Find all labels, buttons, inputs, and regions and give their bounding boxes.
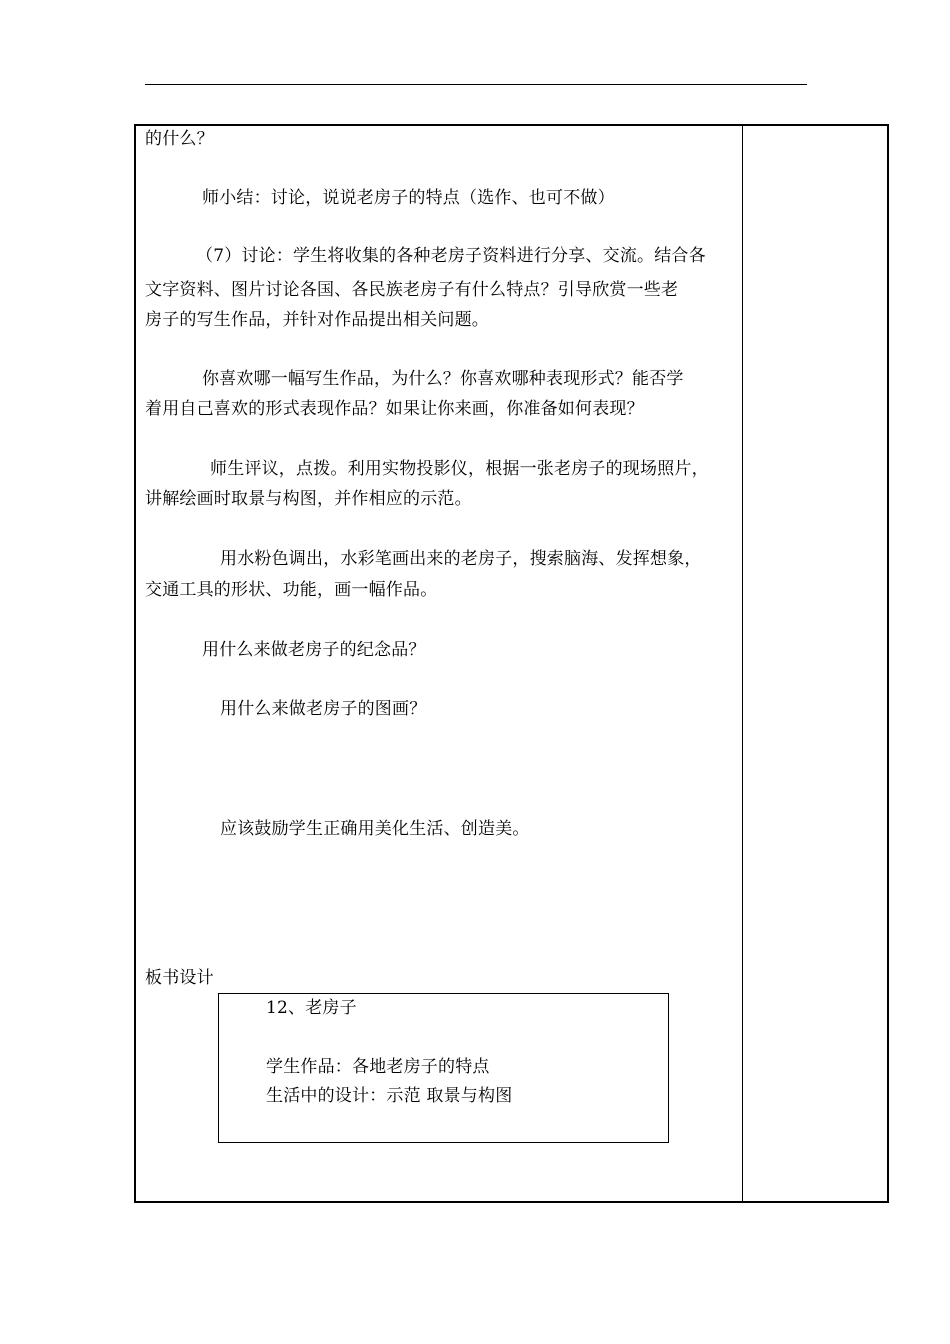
table-column-divider [742,124,743,1203]
paragraph-text: 用什么来做老房子的图画？ [220,699,427,719]
paragraph-text: 师生评议，点拨。利用实物投影仪，根据一张老房子的现场照片， [210,459,709,479]
paragraph-text: 你喜欢哪一幅写生作品，为什么？你喜欢哪种表现形式？能否学 [202,369,684,389]
header-rule [145,84,807,85]
paragraph-text: 应该鼓励学生正确用美化生活、创造美。 [220,819,530,839]
paragraph-text: 用什么来做老房子的纪念品？ [202,640,426,660]
paragraph-text: 着用自己喜欢的形式表现作品？如果让你来画，你准备如何表现？ [145,399,644,419]
paragraph-text: 讲解绘画时取景与构图，并作相应的示范。 [145,489,472,509]
paragraph-text: 用水粉色调出，水彩笔画出来的老房子，搜索脑海、发挥想象， [220,549,702,569]
board-line: 生活中的设计：示范 取景与构图 [266,1086,513,1106]
board-design-heading: 板书设计 [145,968,214,988]
paragraph-text: 师小结：讨论，说说老房子的特点（选作、也可不做） [202,188,615,208]
paragraph-text: 房子的写生作品，并针对作品提出相关问题。 [145,310,489,330]
paragraph-text: 的什么？ [145,129,214,149]
paragraph-text: 文字资料、图片讨论各国、各民族老房子有什么特点？引导欣赏一些老 [145,280,679,300]
paragraph-text: （7）讨论：学生将收集的各种老房子资料进行分享、交流。结合各 [196,246,706,266]
paragraph-text: 交通工具的形状、功能，画一幅作品。 [145,580,438,600]
board-title: 12、老房子 [266,998,357,1018]
board-line: 学生作品：各地老房子的特点 [266,1057,490,1077]
